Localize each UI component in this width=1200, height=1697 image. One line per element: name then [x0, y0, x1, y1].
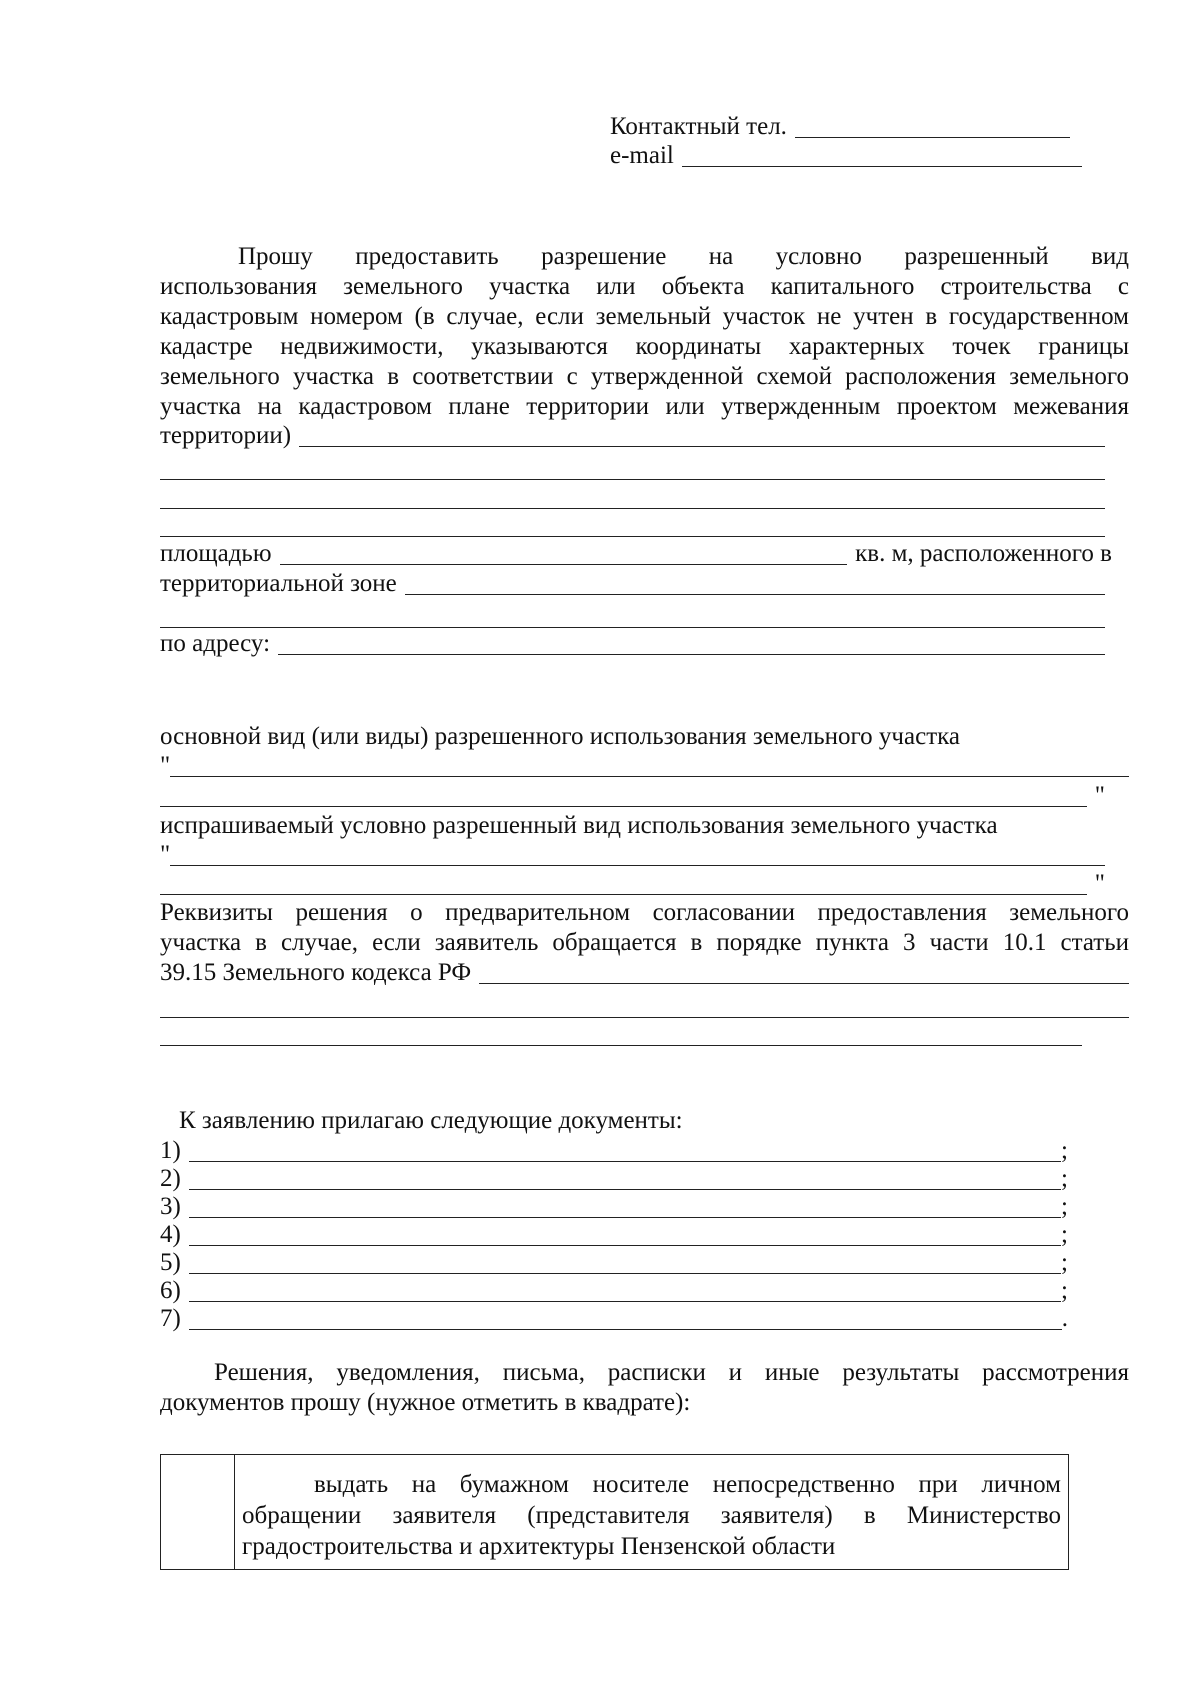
requested-use-close-quote: ": [1094, 870, 1105, 897]
attachment-field[interactable]: [189, 1189, 1061, 1190]
attachment-field[interactable]: [189, 1245, 1061, 1246]
request-last-line: территории): [160, 422, 292, 449]
requested-use-open-quote: ": [160, 841, 171, 868]
requested-use-row-2: [160, 869, 1105, 899]
area-unit-text: кв. м, расположенного в: [855, 540, 1112, 567]
attachment-end: ;: [1061, 1193, 1068, 1220]
delivery-paper-option: [235, 1455, 1068, 1569]
attachment-number: 5): [160, 1249, 181, 1276]
delivery-paper-checkbox[interactable]: [161, 1455, 235, 1569]
cadastral-field[interactable]: [299, 446, 1105, 447]
attachment-item: [160, 1164, 1068, 1194]
attachment-number: 1): [160, 1137, 181, 1164]
attachment-number: 3): [160, 1193, 181, 1220]
main-use-field[interactable]: [170, 776, 1129, 777]
main-use-field-line-2[interactable]: [160, 806, 1087, 807]
attachment-number: 7): [160, 1305, 181, 1332]
contact-email-row: [610, 141, 1082, 171]
requested-use-field[interactable]: [170, 865, 1105, 866]
contact-phone-label: Контактный тел.: [610, 113, 787, 140]
results-line-1: Решения, уведомления, письма, расписки и иные результаты рассмотрения: [214, 1359, 1129, 1386]
area-row: [160, 539, 1112, 569]
attachment-end: ;: [1061, 1165, 1068, 1192]
requisites-line-1: Реквизиты решения о предварительном согласовании предоставления земельного: [160, 899, 1129, 926]
main-use-label-text: основной вид (или виды) разрешенного использования земельного участка: [160, 723, 960, 750]
main-use-close-quote: ": [1094, 782, 1105, 809]
request-line-2: использования земельного участка или объекта капитального строительства с: [160, 273, 1129, 300]
cadastral-field-line-4[interactable]: [160, 536, 1105, 537]
address-field[interactable]: [278, 654, 1105, 655]
cadastral-row: [160, 421, 1105, 451]
attachment-end: .: [1061, 1305, 1068, 1332]
zone-label: территориальной зоне: [160, 570, 397, 597]
area-field[interactable]: [280, 564, 848, 565]
attachment-end: ;: [1061, 1221, 1068, 1248]
zone-row: [160, 569, 1105, 599]
attachment-item: [160, 1276, 1068, 1306]
requested-use-row-1: [160, 840, 1105, 870]
cadastral-field-line-3[interactable]: [160, 508, 1105, 509]
results-line-2: [160, 1388, 1060, 1418]
address-row: [160, 629, 1105, 659]
attachment-item: [160, 1136, 1068, 1166]
attachment-field[interactable]: [189, 1329, 1062, 1330]
requisites-field-line-3[interactable]: [160, 1045, 1082, 1046]
delivery-option-line-2: обращении заявителя (представителя заявителя) в Министерство: [242, 1502, 1061, 1529]
delivery-option-line-1: выдать на бумажном носителе непосредственно при личном: [314, 1471, 1061, 1498]
attachment-end: ;: [1061, 1137, 1068, 1164]
request-line-3: кадастровым номером (в случае, если земельный участок не учтен в государственном: [160, 303, 1129, 330]
attachment-field[interactable]: [189, 1217, 1061, 1218]
attachment-item: [160, 1304, 1068, 1334]
attachment-field[interactable]: [189, 1301, 1061, 1302]
delivery-options-table: [160, 1454, 1069, 1570]
attachment-field[interactable]: [189, 1273, 1061, 1274]
attachment-number: 2): [160, 1165, 181, 1192]
zone-field[interactable]: [405, 594, 1105, 595]
contact-email-label: e-mail: [610, 142, 674, 169]
attachments-heading-text: К заявлению прилагаю следующие документы:: [179, 1107, 683, 1134]
requisites-field-line-2[interactable]: [160, 1017, 1129, 1018]
request-line-5: земельного участка в соответствии с утвержденной схемой расположения земельного: [160, 363, 1129, 390]
main-use-label: [160, 722, 1105, 752]
attachment-number: 4): [160, 1221, 181, 1248]
zone-field-line-2[interactable]: [160, 627, 1105, 628]
attachment-end: ;: [1061, 1249, 1068, 1276]
contact-phone-row: [610, 112, 1070, 142]
requisites-row-3: [160, 958, 1129, 988]
delivery-option-line-3: градостроительства и архитектуры Пензенской области: [242, 1533, 836, 1560]
contact-email-field[interactable]: [682, 166, 1082, 167]
results-line-2-text: документов прошу (нужное отметить в квадрате):: [160, 1389, 691, 1416]
address-label: по адресу:: [160, 630, 271, 657]
main-use-row-1: [160, 751, 1129, 781]
request-line-1: Прошу предоставить разрешение на условно разрешенный вид: [238, 243, 1129, 270]
main-use-open-quote: ": [160, 752, 171, 779]
attachment-item: [160, 1220, 1068, 1250]
cadastral-field-line-2[interactable]: [160, 479, 1105, 480]
attachment-end: ;: [1061, 1277, 1068, 1304]
area-label: площадью: [160, 540, 272, 567]
attachment-item: [160, 1248, 1068, 1278]
attachment-field[interactable]: [189, 1161, 1061, 1162]
requested-use-field-line-2[interactable]: [160, 894, 1087, 895]
attachment-number: 6): [160, 1277, 181, 1304]
main-use-row-2: [160, 781, 1105, 811]
attachments-heading: [179, 1106, 879, 1136]
request-line-4: кадастре недвижимости, указываются координаты характерных точек границы: [160, 333, 1129, 360]
requisites-line-2: участка в случае, если заявитель обращается в порядке пункта 3 части 10.1 статьи: [160, 929, 1129, 956]
requested-use-label: [160, 811, 1105, 841]
attachment-item: [160, 1192, 1068, 1222]
requested-use-label-text: испрашиваемый условно разрешенный вид использования земельного участка: [160, 812, 998, 839]
request-line-6: участка на кадастровом плане территории или утвержденным проектом межевания: [160, 393, 1129, 420]
requisites-field[interactable]: [479, 983, 1129, 984]
contact-phone-field[interactable]: [795, 137, 1070, 138]
requisites-line-3: 39.15 Земельного кодекса РФ: [160, 959, 472, 986]
